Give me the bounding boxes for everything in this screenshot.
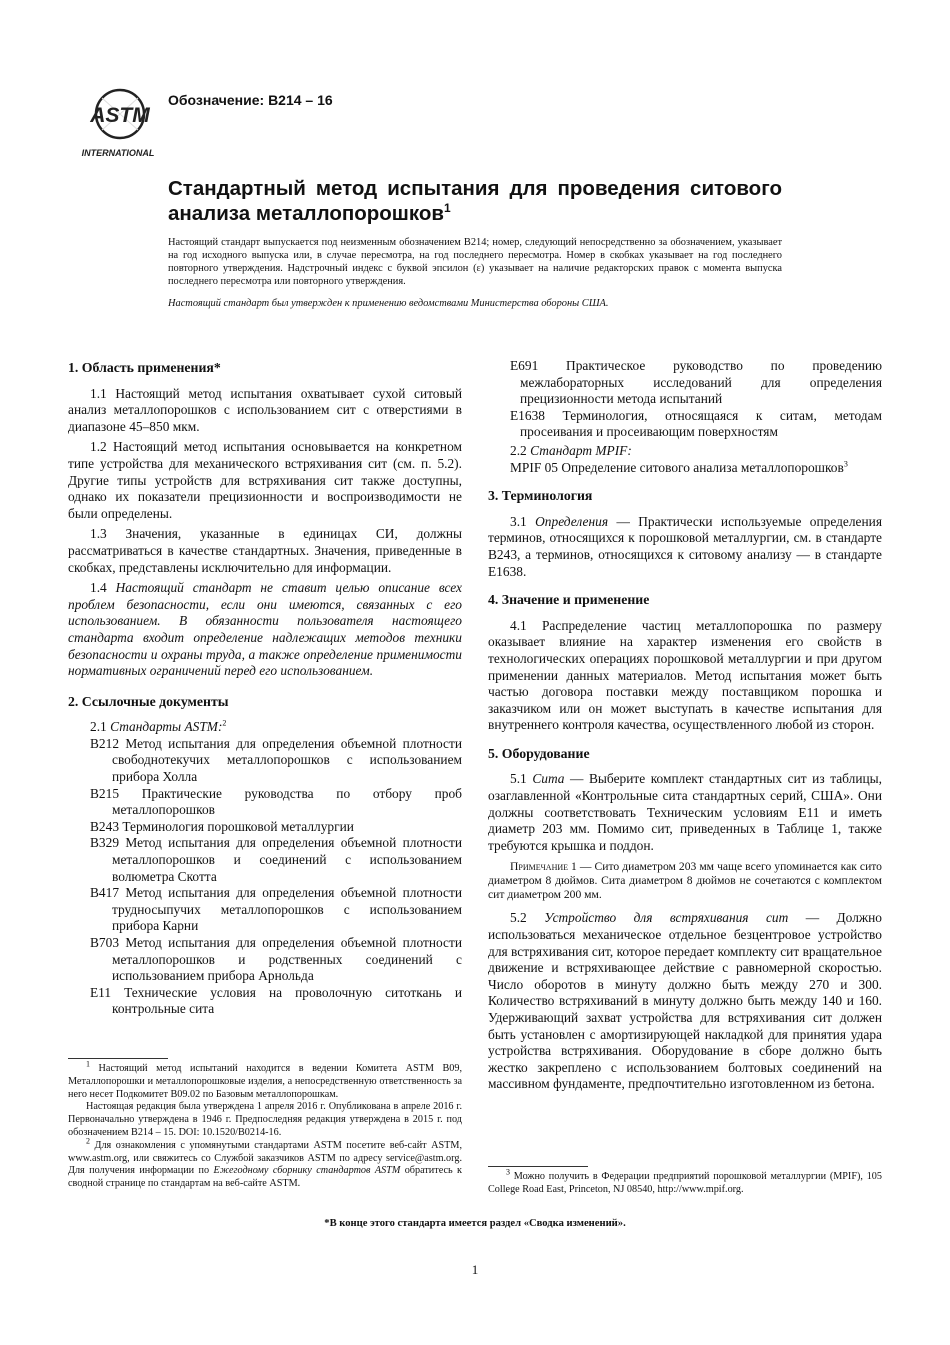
para-1-4-text: Настоящий стандарт не ставит целью описание всех проблем безопасности, если они имеются, связанных с его использованием. В обязанности пользователя настоящего стандарта входит определение надлежащих методов техники безопасности и охраны труда, а также определение применимости нормативных ограничений перед его использованием. xyxy=(68,580,462,679)
para-2-2-num: 2.2 xyxy=(510,442,531,458)
footnote-1-text: Настоящий метод испытаний находится в ведении Комитета ASTM B09, Металлопорошки и металлопорошковые изделия, а непосредственную ответственность за него несет Подкомитет B09.02 по Базовым металлопорошкам. xyxy=(68,1063,462,1100)
document-title xyxy=(168,176,782,226)
footnote-divider xyxy=(68,1058,168,1059)
ref-e11: E11 Технические условия на проволочную ситоткань и контрольные сита xyxy=(90,984,462,1017)
astm-logo xyxy=(78,84,160,160)
section-2-heading: 2. Ссылочные документы xyxy=(68,693,229,709)
footnote-1-revision: Настоящая редакция была утверждена 1 апреля 2016 г. Опубликована в апреле 2016 г. Первоначально утверждена в 1946 г. Предпоследняя редакция утверждена в 2015 г. под обозначением B214 – 15. DOI: 10.1520/B0214-16. xyxy=(68,1101,462,1138)
footnote-divider-right xyxy=(488,1166,588,1167)
para-2-1-mark: 2 xyxy=(222,718,227,728)
para-2-1 xyxy=(90,719,462,736)
ref-e1638: E1638 Терминология, относящаяся к ситам, методам просеивания и просеивающим поверхностям xyxy=(510,407,882,440)
logo-main-text: ASTM xyxy=(90,104,150,127)
right-footnotes xyxy=(488,1166,882,1197)
ref-b215: B215 Практические руководства по отбору проб металлопорошков xyxy=(90,785,462,818)
note-1-label: Примечание 1 xyxy=(510,860,577,874)
ref-mpif05-mark: 3 xyxy=(843,459,848,469)
ref-b703: B703 Метод испытания для определения объемной плотности металлопорошков и родственных соединений с использованием прибора Арнольда xyxy=(90,935,462,984)
footnote-3 xyxy=(488,1167,882,1197)
para-5-1-text: — Выберите комплект стандартных сит из таблицы, озаглавленной «Контрольные сита стандартных серий, США». Они должны соответствовать Техническим условиям E11 и иметь диаметр 203 мм. Помимо сит, приведенных в Таблице 1, также требуются крышка и поддон. xyxy=(488,771,882,853)
para-5-2-text: — Должно использоваться механическое отдельное безцентровое устройство для встряхивания сит, которое передает комплекту сит вращательное движение и встряхивающее действие с равномерной скоростью. Число оборотов в минуту должно быть между 270 и 300. Количество встряхиваний в минуту должно быть между 140 и 160. Удерживающий захват устройства для встряхивания сит должен быть установлен с амортизирующей накладкой для принятия удара устройства встряхивания. Оборудование в сборе должно быть жестко закреплено с использованием болтовых соединений на массивном фундаменте, предпочтительно изготовленном из бетона. xyxy=(488,910,882,1092)
section-3-heading: 3. Терминология xyxy=(488,488,593,504)
para-5-1 xyxy=(488,771,882,854)
dod-note: Настоящий стандарт был утвержден к применению ведомствами Министерства обороны США. xyxy=(168,298,609,309)
para-2-1-text: Стандарты ASTM: xyxy=(110,719,223,735)
footnote-3-text: Можно получить в Федерации предприятий порошковой металлургии (MPIF), 105 College Road East, Princeton, NJ 08540, http://www.mpif.org. xyxy=(488,1171,882,1195)
para-5-1-term: Сита xyxy=(532,771,565,787)
title-footnote-mark: 1 xyxy=(444,201,451,216)
para-1-4-num: 1.4 xyxy=(90,580,116,596)
left-footnotes xyxy=(68,1058,462,1191)
footnote-2-mark: 2 xyxy=(86,1136,90,1146)
ref-e691: E691 Практическое руководство по проведению межлабораторных исследований для определения прецизионности метода испытаний xyxy=(510,358,882,407)
para-5-2-term: Устройство для встряхивания сит xyxy=(544,910,789,926)
section-5-heading: 5. Оборудование xyxy=(488,745,590,761)
para-3-1 xyxy=(488,514,882,580)
para-3-1-term: Определения xyxy=(535,513,609,529)
ref-b329: B329 Метод испытания для определения объемной плотности металлопорошков и соединений с использованием волюметра Скотта xyxy=(90,835,462,884)
para-3-1-text: — Практически используемые определения терминов, относящихся к порошковой металлургии, см. в стандарте B243, а терминов, относящихся к ситовому анализу — в стандарте E1638. xyxy=(488,513,882,579)
footnote-1-mark: 1 xyxy=(86,1059,90,1069)
para-2-2 xyxy=(510,443,882,460)
footnote-3-mark: 3 xyxy=(506,1167,510,1177)
para-5-2 xyxy=(488,910,882,1093)
section-4-heading: 4. Значение и применение xyxy=(488,592,650,608)
ref-b417: B417 Метод испытания для определения объемной плотности трудносыпучих металлопорошков с использованием прибора Карни xyxy=(90,885,462,934)
para-2-1-num: 2.1 xyxy=(90,719,111,735)
title-text: Стандартный метод испытания для проведения ситового анализа металлопорошков xyxy=(168,177,782,225)
note-1-text: — Сито диаметром 203 мм чаще всего упоминается как сито диаметром 8 дюймов. Сита диаметром 8 дюймов не сочетаются с комплектом сит диаметром 200 мм. xyxy=(488,860,882,902)
para-1-2: 1.2 Настоящий метод испытания основывается на конкретном типе устройства для механического встряхивания сит (см. п. 5.2). Другие типы устройств для встряхивания сит также доступны, однако их показатели прецизионности и воспроизводимости не были определены. xyxy=(68,439,462,521)
ref-mpif05 xyxy=(510,460,882,477)
summary-of-changes-note: *В конце этого стандарта имеется раздел «Сводка изменений». xyxy=(324,1218,626,1229)
para-3-1-num: 3.1 xyxy=(510,513,536,529)
preamble: Настоящий стандарт выпускается под неизменным обозначением B214; номер, следующий непосредственно за обозначением, указывает на год исходного выпуска или, в случае пересмотра, на год последнего пересмотра. Номер в скобках указывает на год последнего повторного утверждения. Надстрочный индекс с буквой эпсилон (ε) указывает на наличие редакторских правок с момента выпуска последнего пересмотра или повторного утверждения. xyxy=(168,237,782,287)
para-2-2-text: Стандарт MPIF: xyxy=(530,442,632,458)
para-1-4 xyxy=(68,580,462,680)
footnote-2-italic: Ежегодному сборнику стандартов ASTM xyxy=(213,1165,401,1177)
para-5-2-num: 5.2 xyxy=(510,910,545,926)
page-number: 1 xyxy=(471,1262,479,1277)
designation: Обозначение: B214 – 16 xyxy=(168,92,333,108)
ref-b212: B212 Метод испытания для определения объемной плотности свободнотекучих металлопорошков с использованием прибора Холла xyxy=(90,735,462,785)
section-1-heading: 1. Область применения* xyxy=(68,360,221,375)
para-1-3: 1.3 Значения, указанные в единицах СИ, должны рассматриваться в качестве стандартных. Значения, приведенные в скобках, представлены исключительно для информации. xyxy=(68,526,462,575)
footnote-2 xyxy=(68,1136,462,1191)
footnote-1 xyxy=(68,1059,462,1101)
ref-b243: B243 Терминология порошковой металлургии xyxy=(90,818,354,834)
footnote-2-text-b: обратитесь к сводной странице по стандартам на веб-сайте ASTM. xyxy=(68,1165,462,1190)
left-column xyxy=(68,358,462,1018)
footnote-2-text-a: Для ознакомления с упомянутыми стандартами ASTM посетите веб-сайт ASTM, www.astm.org, или свяжитесь со Службой заказчиков ASTM по адресу service@astm.org. Для получения информации по xyxy=(68,1139,462,1177)
para-4-1: 4.1 Распределение частиц металлопорошка по размеру оказывает влияние на характер изменения его свойств в технологических операциях порошковой металлургии и при другом применении данных материалов. Метод испытания может быть частью договора поставки между поставщиком порошка и заказчиком или он может выступать в качестве испытания для внутреннего контроля качества, осуществленного любой из сторон. xyxy=(488,617,882,733)
ref-mpif05-text: MPIF 05 Определение ситового анализа металлопорошков xyxy=(510,459,844,475)
right-column xyxy=(488,358,882,1097)
para-1-1: 1.1 Настоящий метод испытания охватывает сухой ситовый анализ металлопорошков с использованием сит с отверстиями в диапазоне 45–850 мкм. xyxy=(68,385,462,434)
astm-logo-icon xyxy=(78,84,160,160)
para-5-1-num: 5.1 xyxy=(510,771,533,787)
logo-sub-text: INTERNATIONAL xyxy=(81,148,155,158)
note-1 xyxy=(488,860,882,902)
